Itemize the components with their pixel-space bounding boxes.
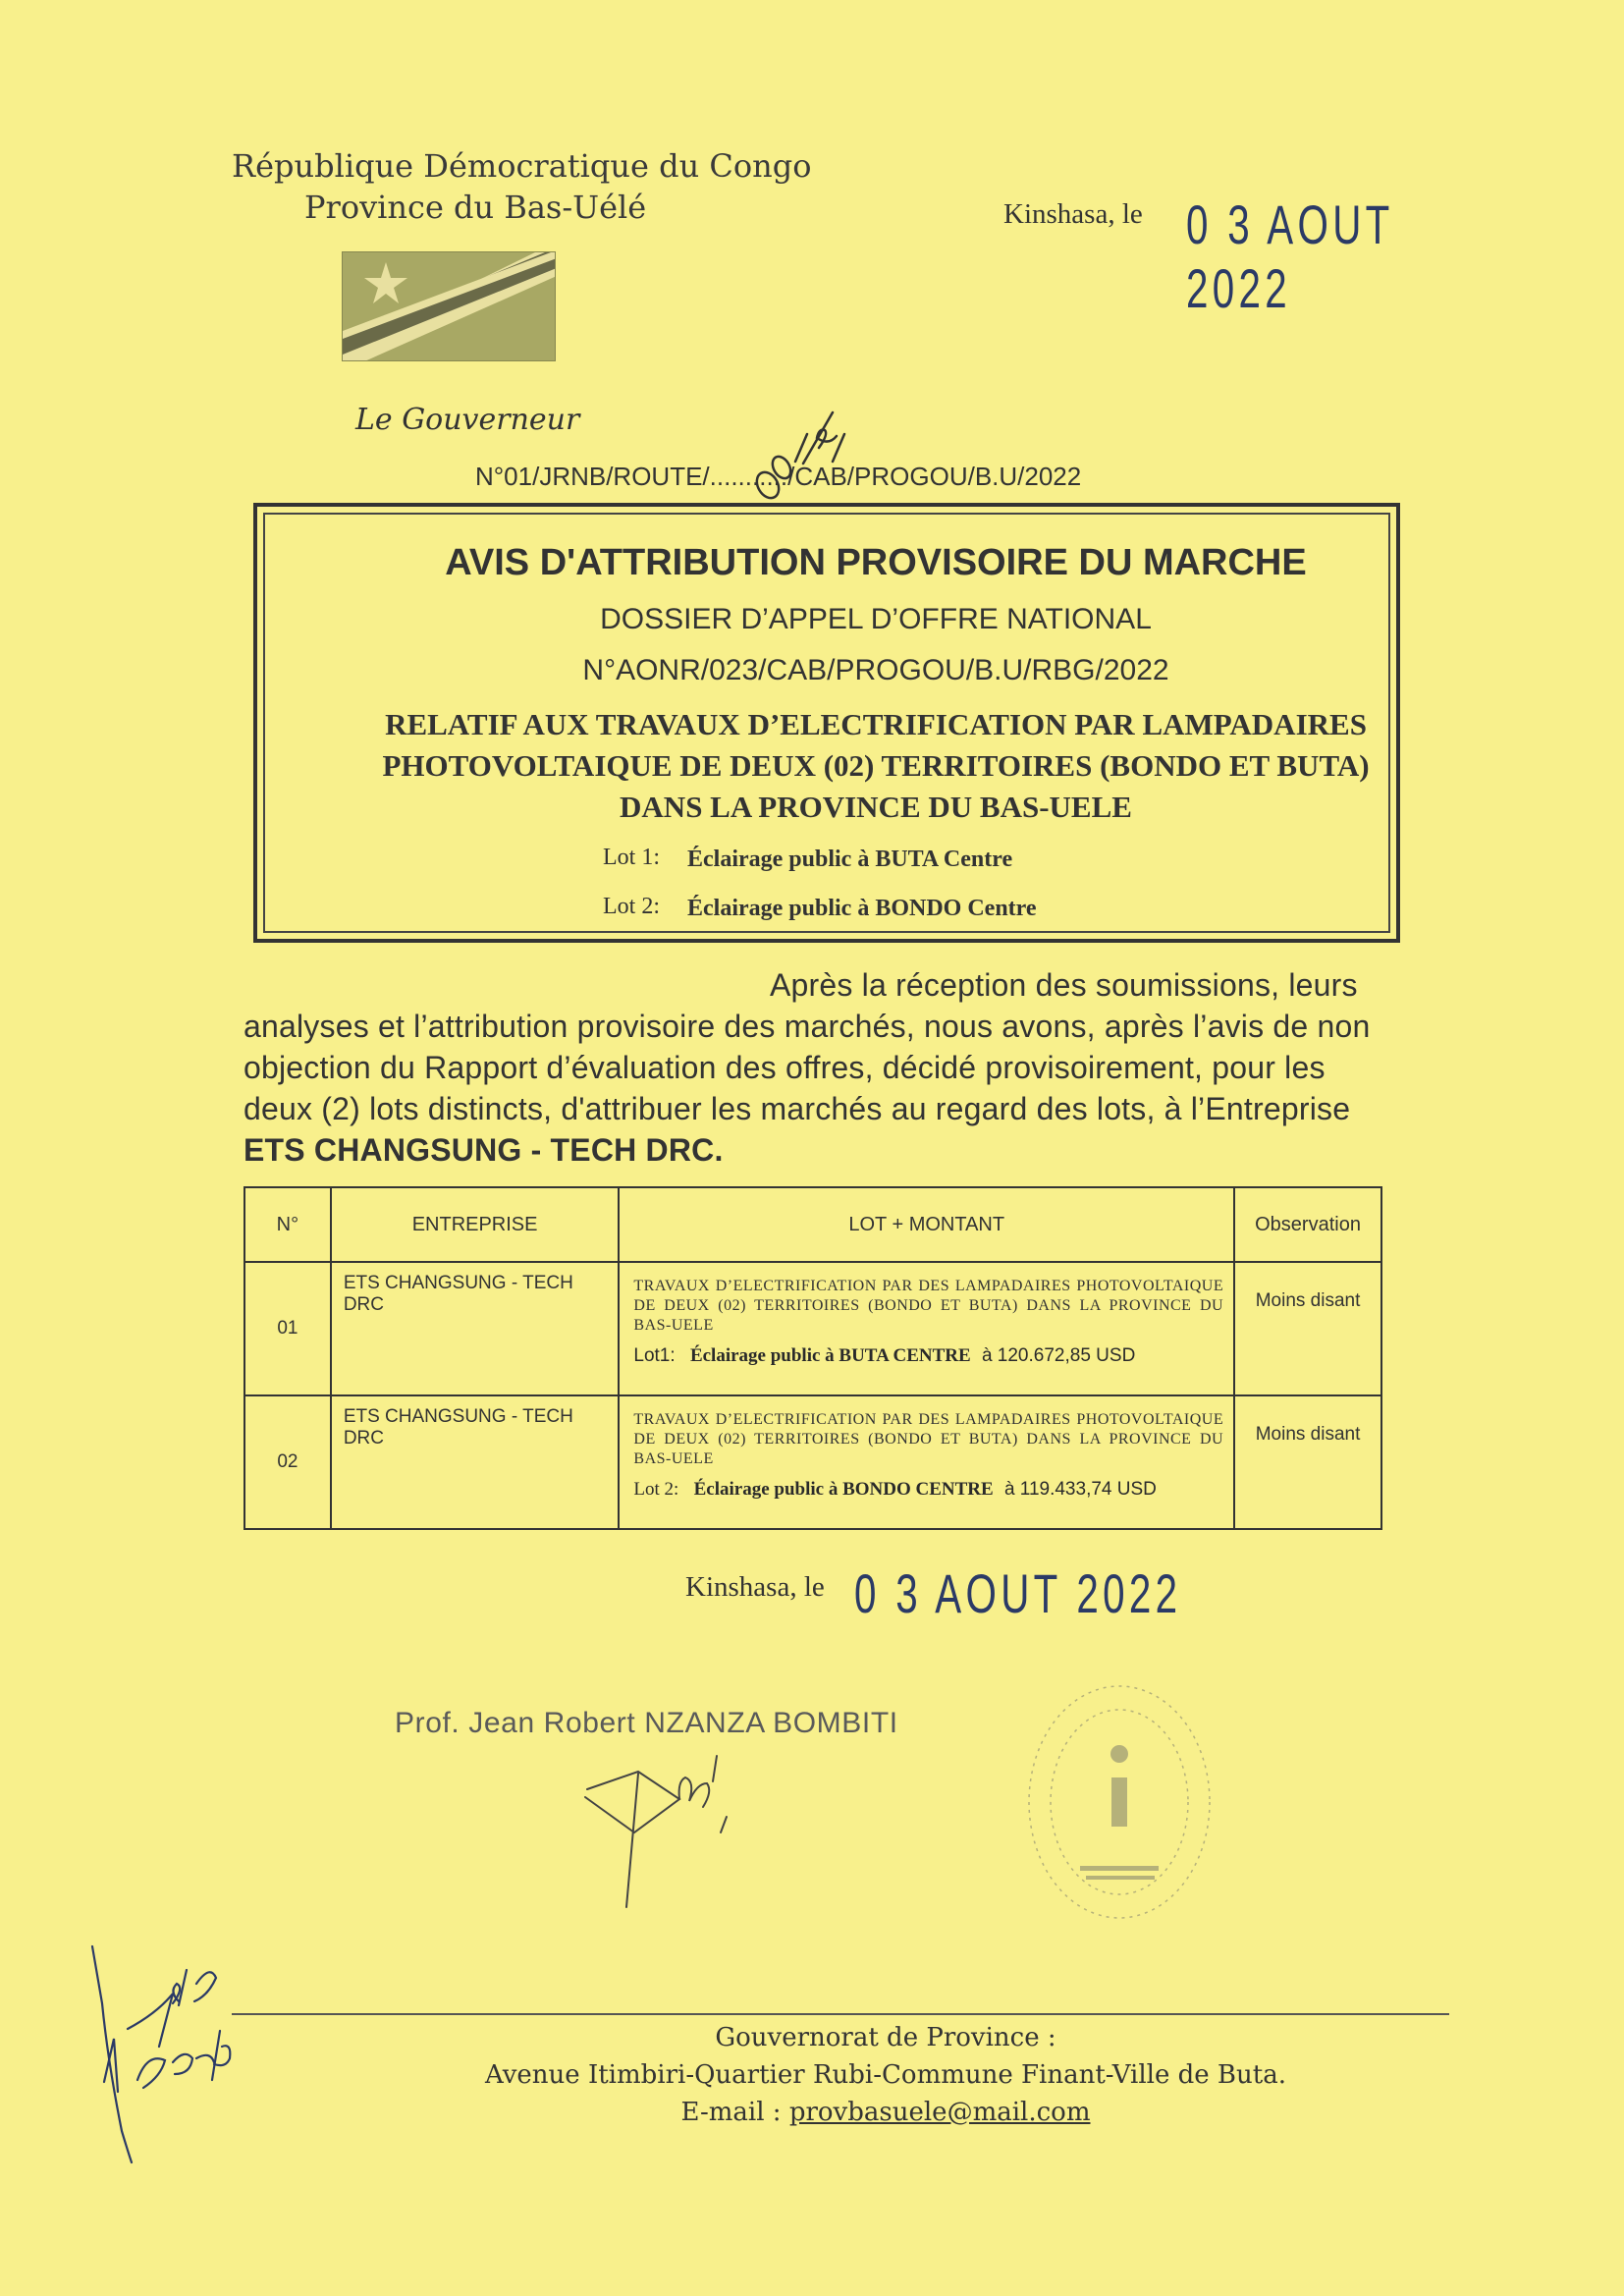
margin-handwritten-note <box>79 1944 255 2170</box>
lot2-label: Lot 2: <box>603 894 660 919</box>
official-seal-icon <box>1021 1679 1218 1925</box>
subject-line-3: DANS LA PROVINCE DU BAS-UELE <box>620 790 1132 824</box>
body-line-3: objection du Rapport d’évaluation des offres, décidé provisoirement, pour les <box>244 1050 1326 1085</box>
governor-title: Le Gouverneur <box>355 403 580 437</box>
row-lot-line <box>633 1345 1223 1367</box>
row-description: TRAVAUX D’ELECTRIFICATION PAR DES LAMPADAIRES PHOTOVOLTAIQUE DE DEUX (02) TERRITOIRES (BONDO ET BUTA) DANS LA PROVINCE DU BAS-UELE <box>633 1278 1224 1334</box>
footer-line-2: Avenue Itimbiri-Quartier Rubi-Commune Finant-Ville de Buta. <box>485 2060 1286 2090</box>
email-label: E-mail : <box>680 2098 782 2127</box>
footer-divider <box>232 2013 1449 2015</box>
header-lot: LOT + MONTANT <box>619 1187 1234 1262</box>
closing-date-prefix: Kinshasa, le <box>685 1571 825 1603</box>
header-observation: Observation <box>1234 1187 1381 1262</box>
allocation-table <box>244 1186 1382 1530</box>
lot1-text: Éclairage public à BUTA Centre <box>687 847 1013 872</box>
email-link[interactable]: provbasuele@mail.com <box>788 2098 1091 2127</box>
footer-email-line <box>0 2098 1624 2127</box>
header-date-stamp: 0 3 AOUT 2022 <box>1186 193 1393 319</box>
table-header-row <box>244 1187 1381 1262</box>
subject-line-1: RELATIF AUX TRAVAUX D’ELECTRIFICATION PAR LAMPADAIRES <box>385 707 1367 741</box>
header-company: ENTREPRISE <box>331 1187 620 1262</box>
row-num: 02 <box>244 1395 331 1529</box>
province-name: Province du Bas-Uélé <box>304 189 647 226</box>
body-line-2: analyses et l’attribution provisoire des marchés, nous avons, après l’avis de non <box>244 1009 1371 1044</box>
lot2-text: Éclairage public à BONDO Centre <box>687 896 1037 921</box>
signatory-name: Prof. Jean Robert NZANZA BOMBITI <box>395 1707 898 1739</box>
row-lot-label: Lot1: <box>633 1345 676 1366</box>
table-row <box>244 1262 1381 1395</box>
notice-subtitle: DOSSIER D’APPEL D’OFFRE NATIONAL <box>600 603 1152 635</box>
drc-flag-icon <box>342 251 556 361</box>
row-observation: Moins disant <box>1234 1262 1381 1395</box>
row-lot-line <box>633 1479 1223 1501</box>
body-line-1: Après la réception des soumissions, leurs <box>770 967 1358 1003</box>
row-lot-text: Éclairage public à BONDO CENTRE <box>693 1479 994 1500</box>
row-description: TRAVAUX D’ELECTRIFICATION PAR DES LAMPADAIRES PHOTOVOLTAIQUE DE DEUX (02) TERRITOIRES (BONDO ET BUTA) DANS LA PROVINCE DU BAS-UELE <box>633 1411 1224 1467</box>
letter-reference: N°01/JRNB/ROUTE/.........../CAB/PROGOU/B.U/2022 <box>475 462 1082 491</box>
row-observation: Moins disant <box>1234 1395 1381 1529</box>
notice-title: AVIS D'ATTRIBUTION PROVISOIRE DU MARCHE <box>445 542 1307 583</box>
row-lot-label: Lot 2: <box>633 1479 679 1500</box>
signature-scribble <box>579 1738 776 1915</box>
lot1-label: Lot 1: <box>603 845 660 870</box>
row-lot-text: Éclairage public à BUTA CENTRE <box>689 1345 971 1366</box>
header-num: N° <box>244 1187 331 1262</box>
header-date-prefix: Kinshasa, le <box>1003 198 1143 230</box>
margin-note-text <box>79 1944 82 1945</box>
subject-line-2: PHOTOVOLTAIQUE DE DEUX (02) TERRITOIRES (BONDO ET BUTA) <box>382 748 1370 783</box>
country-name: République Démocratique du Congo <box>232 147 812 185</box>
row-lot-cell <box>619 1262 1234 1395</box>
awarded-company: ETS CHANGSUNG - TECH DRC. <box>244 1132 724 1168</box>
row-amount: à 119.433,74 USD <box>1003 1479 1157 1500</box>
row-num: 01 <box>244 1262 331 1395</box>
row-amount: à 120.672,85 USD <box>981 1345 1136 1366</box>
table-row <box>244 1395 1381 1529</box>
closing-date-stamp: 0 3 AOUT 2022 <box>854 1562 1182 1624</box>
body-line-4: deux (2) lots distincts, d'attribuer les marchés au regard des lots, à l’Entreprise <box>244 1091 1351 1126</box>
handwritten-reference-text: 001/21 <box>738 405 742 406</box>
row-company: ETS CHANGSUNG - TECH DRC <box>331 1262 620 1395</box>
handwritten-reference <box>738 405 846 513</box>
footer-line-1: Gouvernorat de Province : <box>715 2023 1056 2052</box>
row-lot-cell <box>619 1395 1234 1529</box>
tender-number: N°AONR/023/CAB/PROGOU/B.U/RBG/2022 <box>582 654 1169 686</box>
row-company: ETS CHANGSUNG - TECH DRC <box>331 1395 620 1529</box>
